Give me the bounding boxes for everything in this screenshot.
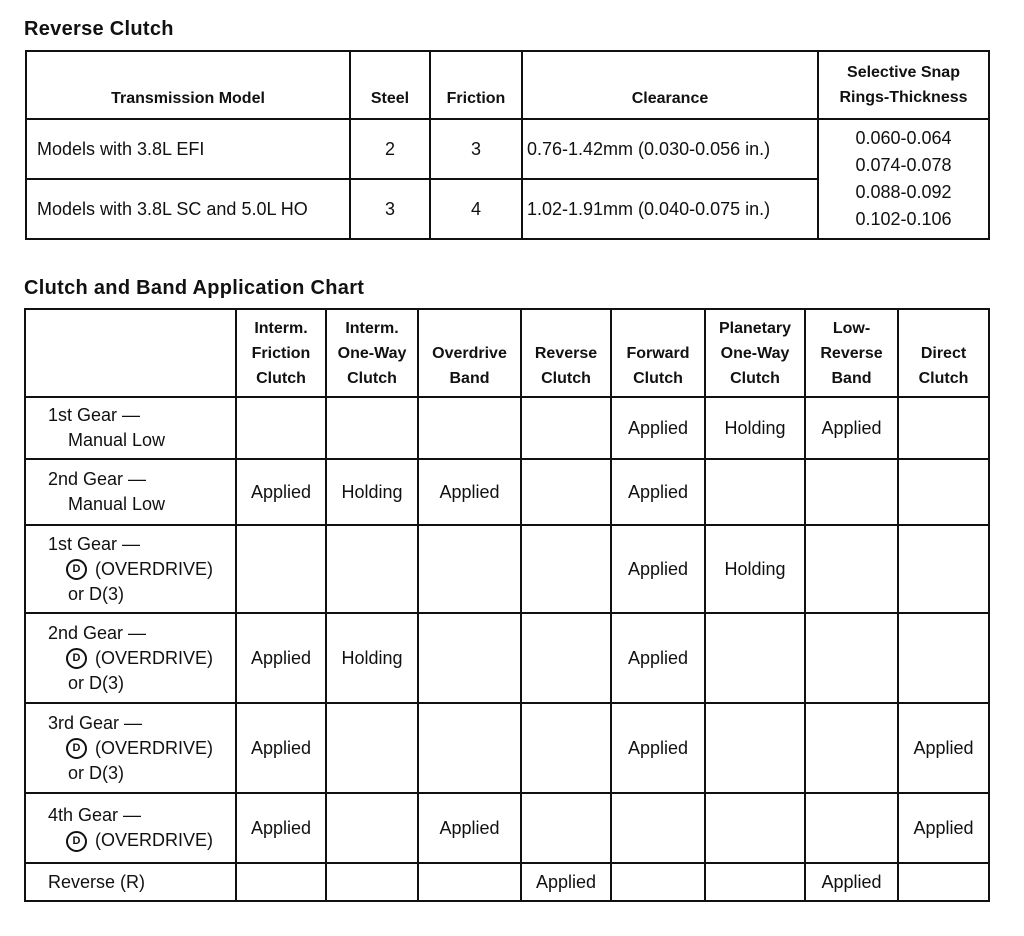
steel-cell: 2 [350, 119, 430, 179]
table-row [25, 863, 989, 901]
application-cell: Applied [521, 863, 611, 901]
reverse-clutch-table [25, 50, 990, 240]
application-cell [418, 397, 521, 459]
column-header-line: Band [449, 369, 490, 387]
chart-column-header [236, 309, 326, 397]
application-cell [705, 793, 805, 863]
application-cell: Applied [236, 793, 326, 863]
gear-label-cell [25, 703, 236, 793]
table-row [25, 525, 989, 613]
application-cell [898, 613, 989, 703]
application-cell [326, 397, 418, 459]
application-cell [805, 613, 898, 703]
gear-label-cell [25, 459, 236, 525]
column-header-line [899, 316, 988, 341]
application-cell [611, 863, 705, 901]
application-cell [611, 793, 705, 863]
ring-thickness-value: 0.102-0.106 [855, 209, 952, 229]
gear-range [48, 736, 235, 761]
application-cell [705, 703, 805, 793]
column-header-line: One-Way [337, 344, 407, 362]
column-header-line: Planetary [718, 319, 792, 337]
gear-name: Reverse (R) [48, 871, 146, 892]
gear-range-text: (OVERDRIVE) [95, 558, 214, 579]
application-cell [521, 703, 611, 793]
gear-range-text: Manual Low [68, 430, 166, 450]
column-header-line: Interm. [254, 319, 308, 337]
ring-thickness-value: 0.060-0.064 [855, 128, 952, 148]
ring-thickness-value: 0.088-0.092 [855, 182, 952, 202]
column-header-line: Band [831, 369, 872, 387]
chart-header-row [25, 309, 989, 397]
application-cell: Applied [898, 703, 989, 793]
ring-thickness-cell [818, 119, 989, 239]
column-header-line: Clutch [347, 369, 397, 387]
gear-name: 2nd Gear — [48, 622, 147, 643]
application-cell: Applied [611, 397, 705, 459]
gear-label-cell [25, 613, 236, 703]
application-cell [805, 703, 898, 793]
application-cell [705, 459, 805, 525]
header-clearance: Clearance [522, 51, 818, 119]
gear-name: 1st Gear — [48, 533, 141, 554]
application-chart-title: Clutch and Band Application Chart [24, 277, 365, 299]
friction-cell: 4 [430, 179, 522, 239]
header-gear-blank [25, 309, 236, 397]
gear-range [48, 646, 235, 671]
gear-label-cell [25, 793, 236, 863]
table-row [25, 793, 989, 863]
column-header-line: Low- [832, 319, 871, 337]
gear-range-text: (OVERDRIVE) [95, 737, 214, 758]
gear-name: 4th Gear — [48, 805, 142, 825]
friction-cell: 3 [430, 119, 522, 179]
column-header-line: Clutch [730, 369, 780, 387]
chart-column-header [705, 309, 805, 397]
gear-alt-range: or D(3) [68, 583, 125, 604]
column-header-line: Clutch [633, 369, 683, 387]
application-cell [521, 459, 611, 525]
overdrive-d-icon: D [66, 831, 87, 852]
application-cell: Applied [611, 703, 705, 793]
gear-range-text: (OVERDRIVE) [95, 647, 214, 668]
ring-thickness-value: 0.074-0.078 [855, 155, 952, 175]
application-cell [236, 863, 326, 901]
application-cell: Applied [418, 793, 521, 863]
application-cell [326, 793, 418, 863]
clearance-cell: 0.76-1.42mm (0.030-0.056 in.) [522, 119, 818, 179]
table-row [26, 119, 989, 179]
application-cell [898, 459, 989, 525]
gear-range [48, 557, 235, 582]
overdrive-d-icon: D [66, 738, 87, 759]
application-cell [521, 613, 611, 703]
application-cell [521, 525, 611, 613]
application-cell: Holding [705, 525, 805, 613]
application-cell [418, 703, 521, 793]
header-friction: Friction [430, 51, 522, 119]
column-header-line [522, 316, 610, 341]
application-cell [418, 613, 521, 703]
gear-range-text: Manual Low [68, 494, 166, 514]
header-selective-snap-rings [818, 51, 989, 119]
application-cell: Applied [805, 397, 898, 459]
column-header-line: Direct [920, 344, 967, 362]
column-header-line: Reverse [534, 344, 598, 362]
table-row [25, 459, 989, 525]
gear-range [48, 492, 235, 517]
application-cell [326, 703, 418, 793]
clearance-cell: 1.02-1.91mm (0.040-0.075 in.) [522, 179, 818, 239]
application-cell [898, 863, 989, 901]
chart-column-header [521, 309, 611, 397]
application-cell: Applied [236, 703, 326, 793]
table-row [25, 397, 989, 459]
application-cell [326, 863, 418, 901]
application-cell: Applied [805, 863, 898, 901]
application-cell [418, 863, 521, 901]
column-header-line [419, 316, 520, 341]
model-cell: Models with 3.8L EFI [26, 119, 350, 179]
chart-column-header [418, 309, 521, 397]
table-row [25, 613, 989, 703]
gear-name: 2nd Gear — [48, 469, 147, 489]
column-header-line: Interm. [345, 319, 399, 337]
model-cell: Models with 3.8L SC and 5.0L HO [26, 179, 350, 239]
gear-alt-range: or D(3) [68, 672, 125, 693]
application-cell [805, 459, 898, 525]
application-cell: Applied [236, 459, 326, 525]
column-header-line: Clutch [918, 369, 969, 387]
application-cell: Applied [418, 459, 521, 525]
column-header-line: Clutch [541, 369, 591, 387]
application-cell: Applied [611, 459, 705, 525]
application-cell [705, 863, 805, 901]
column-header-line: Clutch [256, 369, 306, 387]
application-cell: Applied [898, 793, 989, 863]
column-header-line: Friction [251, 344, 311, 362]
application-cell: Holding [326, 459, 418, 525]
gear-label-cell [25, 525, 236, 613]
application-chart-table [24, 308, 990, 902]
application-cell [521, 397, 611, 459]
table-row [25, 703, 989, 793]
header-steel: Steel [350, 51, 430, 119]
application-cell [236, 525, 326, 613]
application-cell [521, 793, 611, 863]
application-cell: Applied [611, 613, 705, 703]
gear-range-text: (OVERDRIVE) [95, 830, 214, 850]
application-cell [236, 397, 326, 459]
application-cell [898, 525, 989, 613]
gear-label-cell [25, 863, 236, 901]
chart-column-header [898, 309, 989, 397]
overdrive-d-icon: D [66, 559, 87, 580]
column-header-line: One-Way [720, 344, 790, 362]
application-cell [705, 613, 805, 703]
application-cell [326, 525, 418, 613]
gear-range [48, 428, 235, 453]
application-cell [898, 397, 989, 459]
application-cell [805, 793, 898, 863]
application-cell: Holding [705, 397, 805, 459]
application-cell [805, 525, 898, 613]
column-header-line: Forward [626, 344, 690, 362]
gear-name: 3rd Gear — [48, 712, 143, 733]
application-cell: Holding [326, 613, 418, 703]
column-header-line: Reverse [820, 344, 883, 362]
chart-column-header [326, 309, 418, 397]
header-selective-line2: Rings-Thickness [839, 89, 968, 106]
reverse-clutch-title: Reverse Clutch [24, 18, 174, 40]
application-cell: Applied [236, 613, 326, 703]
application-cell [418, 525, 521, 613]
chart-column-header [805, 309, 898, 397]
header-transmission-model: Transmission Model [26, 51, 350, 119]
gear-range [48, 828, 235, 853]
overdrive-d-icon: D [66, 648, 87, 669]
gear-alt-range: or D(3) [68, 762, 125, 783]
gear-label-cell [25, 397, 236, 459]
application-cell: Applied [611, 525, 705, 613]
chart-column-header [611, 309, 705, 397]
gear-name: 1st Gear — [48, 405, 141, 425]
column-header-line [612, 316, 704, 341]
steel-cell: 3 [350, 179, 430, 239]
column-header-line: Overdrive [432, 344, 507, 362]
header-selective-line1: Selective Snap [847, 64, 960, 81]
